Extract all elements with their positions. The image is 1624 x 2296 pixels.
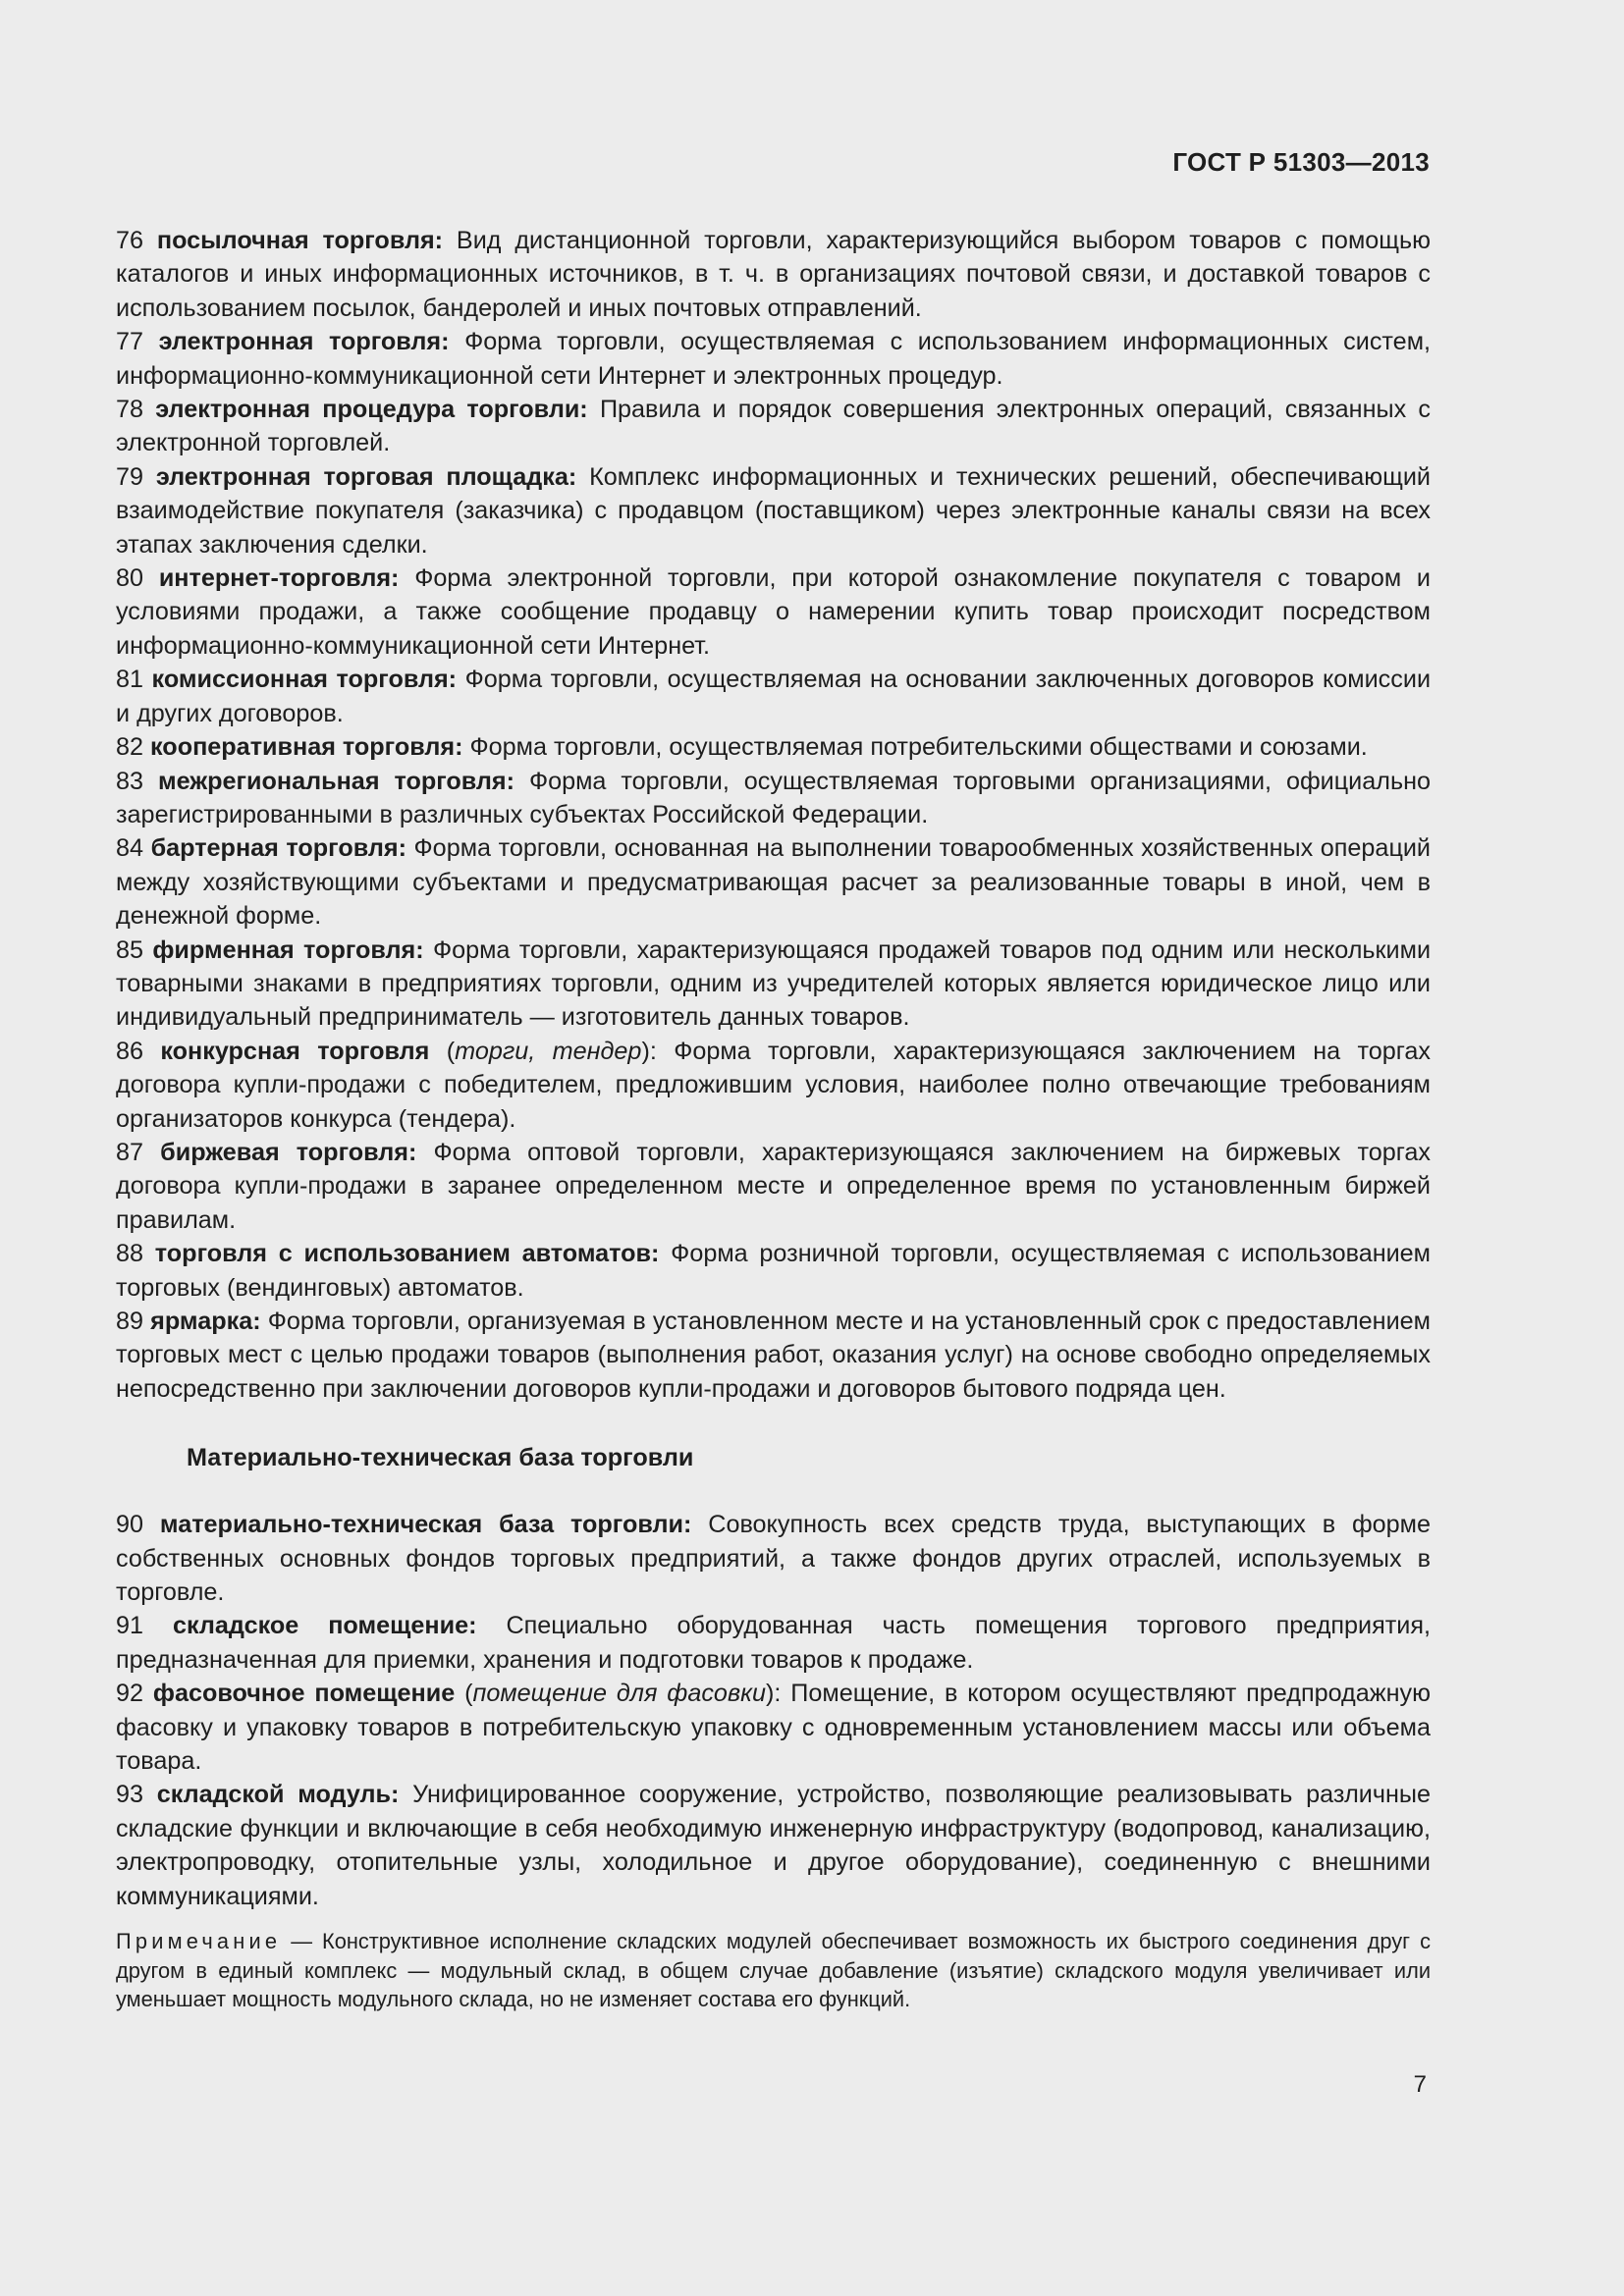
section-heading: Материально-техническая база торговли [187,1444,694,1472]
term-number: 89 [116,1308,144,1335]
term-title: складское помещение: [173,1612,477,1640]
term-definition: Совокупность всех средств труда, выступающих в форме собственных основных фондов торговых предприятий, а также фондов других отраслей, используемых в торговле. [116,1511,1432,1607]
term-title: фасовочное помещение [152,1680,456,1708]
term-entry [116,224,1431,325]
term-definition: Форма оптовой торговли, характеризующаяся заключением на биржевых торгах договора купли-продажи в заранее определенном месте и определенное время по установленным биржей правилам. [116,1138,1432,1234]
term-entry [116,1237,1431,1305]
term-number: 83 [116,767,144,795]
term-number: 93 [116,1781,144,1809]
term-entry: 86 конкурсная торговля (торги, тендер): Форма торговли, характеризующаяся заключением на торгах договора купли-продажи с победителем, предложившим условия, наиболее полно отвечающие требованиям организаторов конкурса (тендера). [116,1037,1432,1133]
term-title: кооперативная торговля: [150,733,463,762]
term-entry [116,1609,1431,1677]
term-number: 86 [116,1037,144,1065]
term-number: 78 [116,396,144,424]
term-entry [116,934,1431,1035]
page-number: 7 [1413,2071,1427,2098]
term-title: электронная торговля: [158,328,450,356]
term-entry [116,460,1431,561]
term-title: ярмарка: [150,1308,261,1335]
term-title: интернет-торговля: [158,564,400,593]
term-title: конкурсная торговля [160,1037,430,1065]
document-code: ГОСТ Р 51303—2013 [1172,147,1430,177]
term-definition: Форма торговли, основанная на выполнении товарообменных хозяйственных операций между хозяйствующими субъектами и предусматривающая расчет за реализованные товары в иной, чем в денежной форме. [116,834,1432,931]
term-number: 92 [116,1680,144,1708]
note-text: — Конструктивное исполнение складских модулей обеспечивает возможность их быстрого соединения друг с другом в единый комплекс — модульный склад, в общем случае добавление (изъятие) складского модуля увеличивает или уменьшает мощность модульного склада, но не изменяет состава его функций. [116,1929,1431,2012]
term-number: 82 [116,733,144,762]
entries-top [116,224,1431,1406]
term-number: 87 [116,1138,144,1166]
term-entry [116,765,1431,832]
term-title: материально-техническая база торговли: [159,1511,692,1539]
term-number: 88 [116,1240,144,1268]
term-definition: Унифицированное сооружение, устройство, позволяющие реализовывать различные складские функции и включающие в себя необходимую инженерную инфраструктуру (водопровод, канализацию, электропроводку, отопительные узлы, холодильное и другое оборудование), соединенную с внешними коммуникациями. [116,1781,1432,1910]
term-definition: Правила и порядок совершения электронных операций, связанных с электронной торговлей. [116,396,1432,457]
term-entry [116,831,1431,933]
term-definition: Форма торговли, осуществляемая торговыми организациями, официально зарегистрированными в различных субъектах Российской Федерации. [116,767,1431,828]
term-definition: Форма электронной торговли, при которой ознакомление покупателя с товаром и условиями продажи, а также сообщение продавцу о намерении купить товар происходит посредством информационно-коммуникационной сети Интернет. [116,564,1432,660]
term-definition: Вид дистанционной торговли, характеризующийся выбором товаров с помощью каталогов и иных информационных источников, в т. ч. в организациях почтовой связи, и доставкой товаров с использованием посылок, бандеролей и иных почтовых отправлений. [116,227,1432,322]
term-definition: Форма торговли, характеризующаяся заключением на торгах договора купли-продажи с победителем, предложившим условия, наиболее полно отвечающие требованиям организаторов конкурса (тендера). [116,1037,1432,1133]
term-entry [116,1305,1431,1406]
term-entry [116,561,1431,663]
term-definition: Форма торговли, характеризующаяся продажей товаров под одним или несколькими товарными знаками в предприятиях торговли, одним из учредителей которых является юридическое лицо или индивидуальный предприниматель — изготовитель данных товаров. [116,935,1432,1032]
term-number: 81 [116,666,144,694]
term-definition: Форма торговли, организуемая в установленном месте и на установленный срок с предоставлением торговых мест с целью продажи товаров (выполнения работ, оказания услуг) на основе свободно определяемых непосредственно при заключении договоров купли-продажи и договоров бытового подряда цен. [116,1308,1431,1403]
term-synonym: торги, тендер [455,1037,642,1065]
term-number: 77 [116,328,144,356]
term-definition: Форма торговли, осуществляемая на основании заключенных договоров комиссии и других договоров. [116,666,1432,727]
term-number: 80 [116,564,144,593]
term-number: 76 [116,227,144,254]
term-entry: 92 фасовочное помещение (помещение для фасовки): Помещение, в котором осуществляют предпродажную фасовку и упаковку товаров в потребительскую упаковку с одновременным установлением массы или объема товара. [116,1680,1431,1776]
term-entry [116,325,1431,393]
term-entry [116,1778,1431,1913]
term-title: посылочная торговля: [156,227,444,254]
term-entry [116,663,1431,730]
term-entry [116,393,1431,460]
note [116,1927,1431,2014]
note-label: Примечание [116,1929,282,1954]
term-title: торговля с использованием автоматов: [154,1240,660,1268]
term-definition: Комплекс информационных и технических решений, обеспечивающий взаимодействие покупателя (заказчика) с продавцом (поставщиком) через электронные каналы связи на всех этапах заключения сделки. [116,462,1432,559]
term-title: электронная процедура торговли: [155,396,588,424]
term-synonym: помещение для фасовки [472,1680,766,1708]
term-definition: Помещение, в котором осуществляют предпродажную фасовку и упаковку товаров в потребительскую упаковку с одновременным установлением массы или объема товара. [116,1680,1431,1776]
term-number: 91 [116,1612,144,1640]
term-title: комиссионная торговля: [151,666,458,694]
term-definition: Специально оборудованная часть помещения торгового предприятия, предназначенная для приемки, хранения и подготовки товаров к продаже. [116,1612,1432,1674]
term-title: биржевая торговля: [160,1138,417,1166]
term-entry [116,1508,1431,1609]
term-number: 85 [116,935,144,964]
main-content [116,224,1431,2014]
term-definition: Форма торговли, осуществляемая потребительскими обществами и союзами. [469,733,1368,762]
term-number: 79 [116,462,144,491]
term-definition: Форма торговли, осуществляемая с использованием информационных систем, информационно-коммуникационной сети Интернет и электронных процедур. [116,328,1432,390]
term-number: 90 [116,1511,144,1539]
term-entry [116,1136,1431,1237]
term-title: бартерная торговля: [150,834,406,863]
term-entry [116,730,1431,764]
term-definition: Форма розничной торговли, осуществляемая с использованием торговых (вендинговых) автоматов. [116,1240,1432,1302]
term-title: складской модуль: [156,1781,400,1809]
term-title: фирменная торговля: [152,935,424,964]
term-number: 84 [116,834,144,863]
term-title: электронная торговая площадка: [155,462,577,491]
entries-bottom [116,1508,1431,1913]
term-title: межрегиональная торговля: [157,767,514,795]
